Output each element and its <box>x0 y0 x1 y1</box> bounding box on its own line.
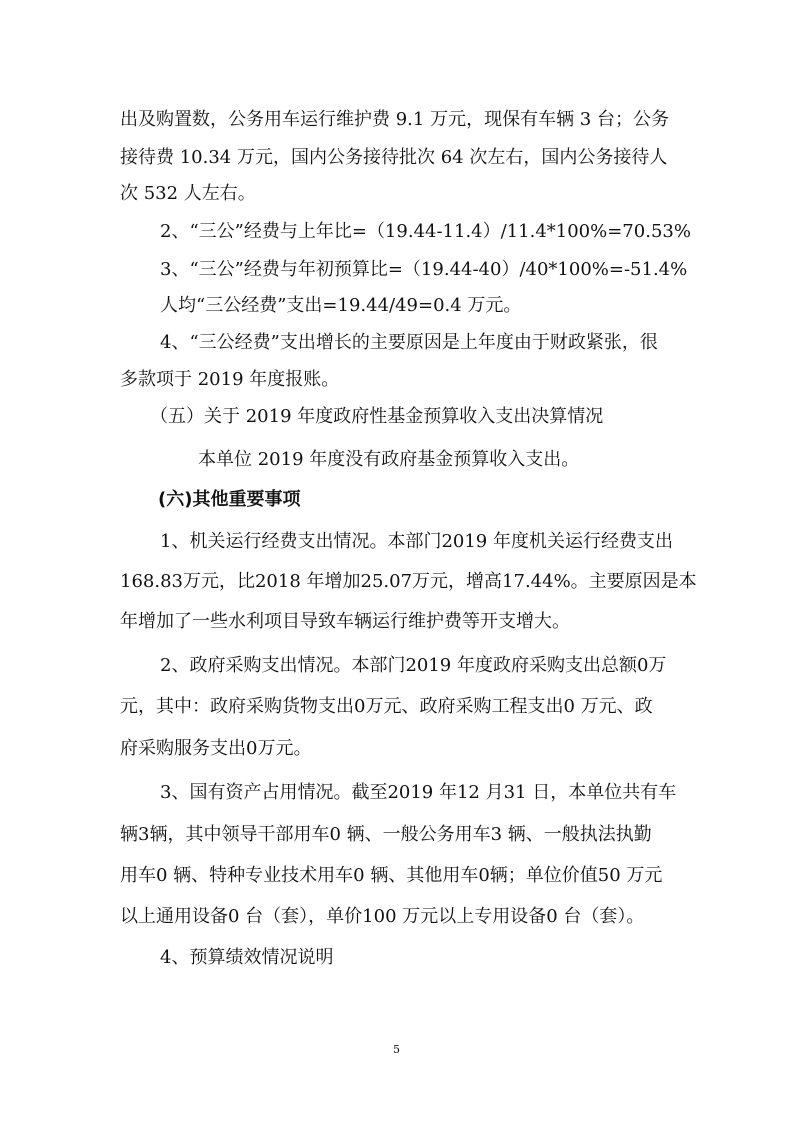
text-line: 4、预算绩效情况说明 <box>160 947 334 968</box>
text-line: 3、“三公”经费与年初预算比=（19.44-40）/40*100%=-51.4% <box>160 259 688 280</box>
text-line: 辆3辆，其中领导干部用车0 辆、一般公务用车3 辆、一般执法执勤 <box>120 824 652 845</box>
text-line: 多款项于 2019 年度报账。 <box>120 369 340 390</box>
text-line: 3、国有资产占用情况。截至2019 年12 月31 日，本单位共有车 <box>160 782 677 803</box>
text-line: 本单位 2019 年度没有政府基金预算收入支出。 <box>198 449 580 470</box>
section-heading: （五）关于 2019 年度政府性基金预算收入支出决算情况 <box>150 406 604 427</box>
text-line: 府采购服务支出0万元。 <box>120 738 312 759</box>
text-line: 年增加了一些水利项目导致车辆运行维护费等开支增大。 <box>120 611 570 632</box>
text-line: 人均“三公经费”支出=19.44/49=0.4 万元。 <box>160 295 522 316</box>
text-line: 以上通用设备0 台（套），单价100 万元以上专用设备0 台（套）。 <box>120 906 645 927</box>
text-line: 4、“三公经费”支出增长的主要原因是上年度由于财政紧张，很 <box>160 332 658 353</box>
text-line: 2、“三公”经费与上年比=（19.44-11.4）/11.4*100%=70.53% <box>160 221 691 242</box>
text-line: 用车0 辆、特种专业技术用车0 辆、其他用车0辆；单位价值50 万元 <box>120 865 663 886</box>
text-line: 次 532 人左右。 <box>120 183 256 204</box>
text-line: 2、政府采购支出情况。本部门2019 年度政府采购支出总额0万 <box>160 655 667 676</box>
text-line: 168.83万元，比2018 年增加25.07万元，增高17.44%。主要原因是本 <box>120 571 697 592</box>
section-heading: (六)其他重要事项 <box>158 489 301 510</box>
text-line: 接待费 10.34 万元，国内公务接待批次 64 次左右，国内公务接待人 <box>120 147 668 168</box>
text-line: 元，其中：政府采购货物支出0万元、政府采购工程支出0 万元、政 <box>120 696 653 717</box>
text-line: 1、机关运行经费支出情况。本部门2019 年度机关运行经费支出 <box>160 531 673 552</box>
text-line: 出及购置数，公务用车运行维护费 9.1 万元，现保有车辆 3 台；公务 <box>120 109 669 130</box>
page-number: 5 <box>393 1043 400 1056</box>
